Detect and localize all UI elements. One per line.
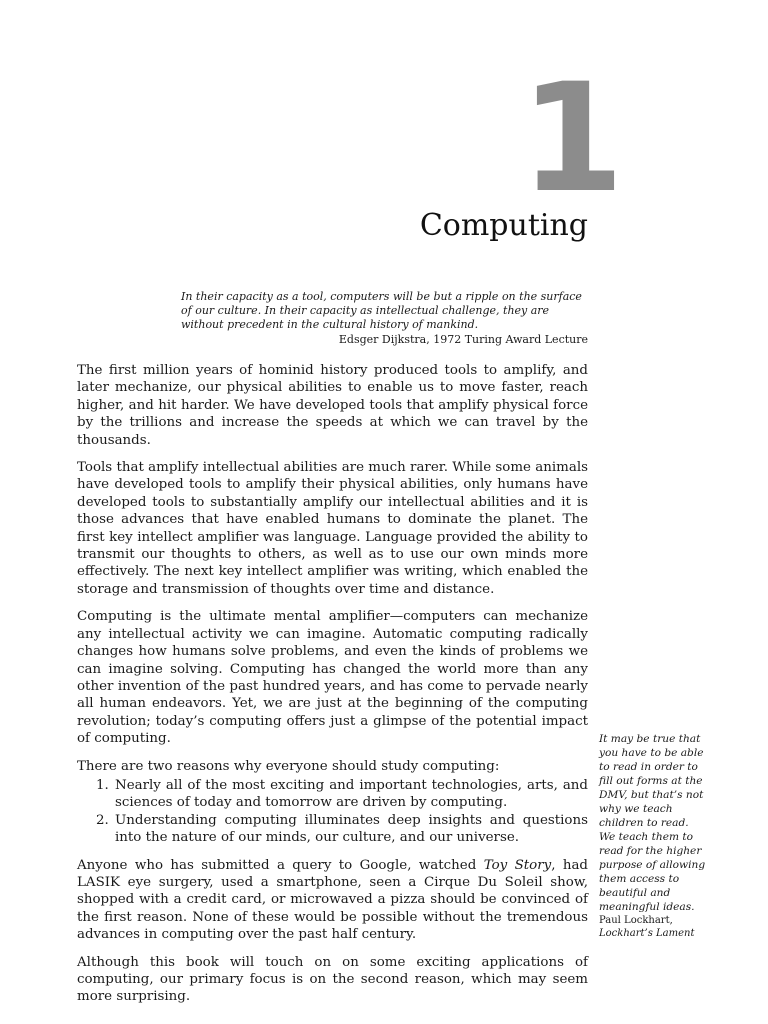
body-text (77, 362, 588, 1016)
paragraph-6: Although this book will touch on on some exciting applications of computing, our primary focus is on the second reason, which may seem more surprising. (77, 954, 588, 1005)
epigraph (181, 290, 588, 347)
paragraph-5-after: , had LASIK eye surgery, used a smartphone, seen a Cirque Du Soleil show, shopped with a credit card, or microwaved a pizza should be convinced of the first reason. None of these would be possible without the tremendous advances in computing over the past half century. (77, 857, 589, 943)
margin-note-source: Lockhart’s Lament (599, 928, 695, 939)
toy-story-title: Toy Story (483, 857, 552, 873)
epigraph-attribution: Edsger Dijkstra, 1972 Turing Award Lecture (338, 333, 588, 346)
paragraph-4: There are two reasons why everyone should study computing: (77, 758, 500, 774)
paragraph-5-before: Anyone who has submitted a query to Google, watched (77, 857, 484, 873)
chapter-number: 1 (520, 52, 621, 226)
margin-note-quote: It may be true that you have to be able to read in order to fill out forms at the DMV, but that’s not why we teach children to read. We teach them to read for the higher purpose of allowing them access to beautiful and meaningful ideas. (599, 733, 706, 913)
margin-note (599, 732, 707, 940)
paragraph-1: The first million years of hominid history produced tools to amplify, and later mechanize, our physical abilities to enable us to move faster, reach higher, and hit harder. We have developed tools that amplify physical force by the trillions and increase the speeds at which we can travel by the thousands. (77, 363, 588, 448)
list-item: 1. Nearly all of the most exciting and important technologies, arts, and sciences of today and tomorrow are driven by computing. (113, 777, 588, 812)
reasons-list (77, 777, 588, 847)
paragraph-2: Tools that amplify intellectual abilities are much rarer. While some animals have developed tools to amplify their physical abilities, only humans have developed tools to substantially amplify our intellectual abilities and it is those advances that have enabled humans to dominate the planet. The first key intellect amplifier was language. Language provided the ability to transmit our thoughts to others, as well as to use our own minds more effectively. The next key intellect amplifier was writing, which enabled the storage and transmission of thoughts over time and distance. (77, 460, 588, 597)
chapter-title: Computing (419, 208, 588, 243)
paragraph-3: Computing is the ultimate mental amplifier—computers can mechanize any intellectual activity we can imagine. Automatic computing radically changes how humans solve problems, and even the kinds of problems we can imagine solving. Computing has changed the world more than any other invention of the past hundred years, and has come to pervade nearly all human endeavors. Yet, we are just at the beginning of the computing revolution; today’s computing offers just a glimpse of the potential impact of computing. (77, 609, 588, 747)
paragraph-5 (77, 857, 588, 944)
epigraph-quote: In their capacity as a tool, computers will be but a ripple on the surface of our culture. In their capacity as intellectual challenge, they are without precedent in the cultural history of mankind. (181, 290, 582, 331)
list-item: 2. Understanding computing illuminates deep insights and questions into the nature of our minds, our culture, and our universe. (113, 812, 588, 847)
margin-note-author: Paul Lockhart, (599, 915, 673, 926)
